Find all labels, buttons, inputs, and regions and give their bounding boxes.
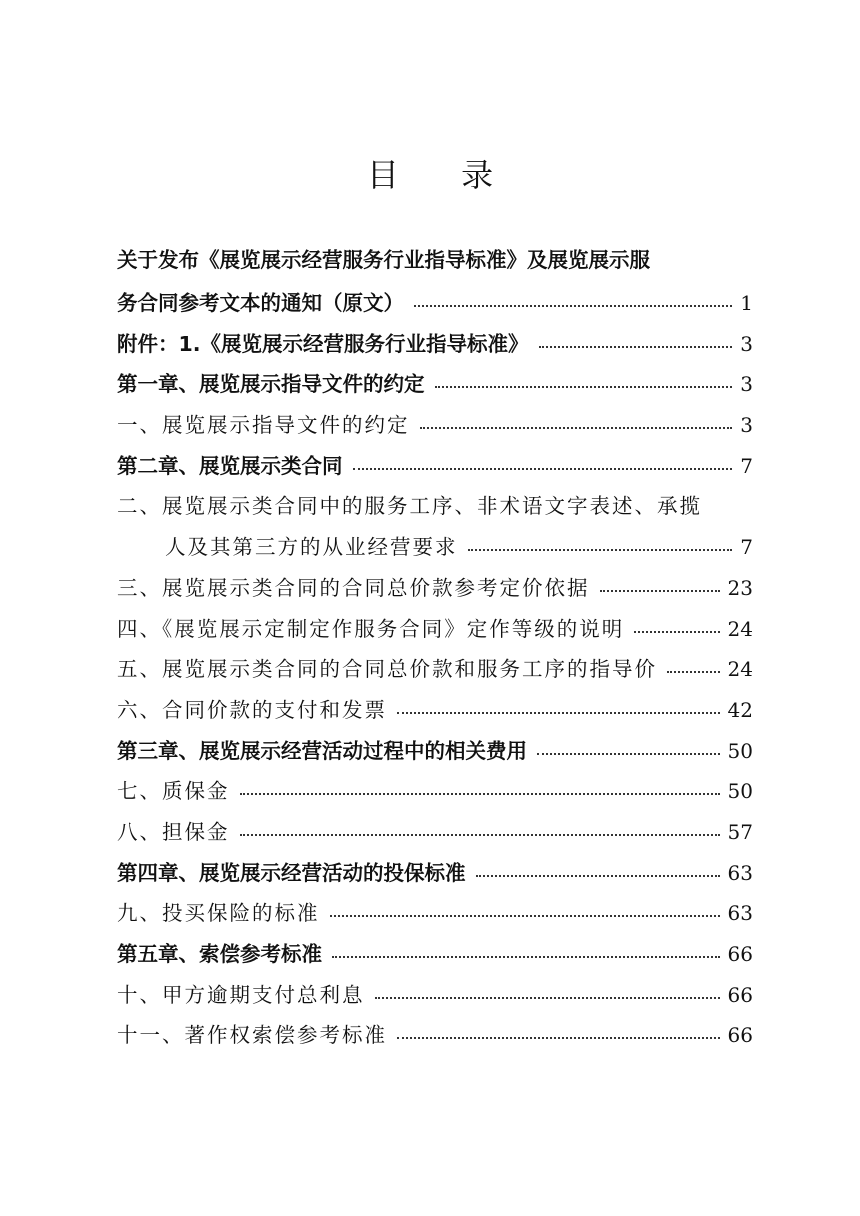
toc-leader-dots	[397, 711, 720, 714]
toc-entry	[117, 364, 753, 405]
toc-leader-dots	[539, 345, 733, 348]
toc-entry-text: 六、合同价款的支付和发票	[117, 697, 387, 722]
toc-page-number: 50	[727, 738, 753, 763]
toc-leader-dots	[476, 874, 720, 877]
toc-page-number: 66	[727, 942, 753, 966]
toc-page-number: 1	[740, 291, 753, 315]
toc-page-number: 66	[727, 982, 753, 1007]
table-of-contents	[117, 238, 753, 1056]
toc-leader-dots	[397, 1036, 720, 1039]
toc-page-number: 63	[727, 860, 753, 885]
toc-entry-text: 十一、著作权索偿参考标准	[117, 1023, 387, 1048]
toc-entry	[117, 934, 753, 975]
toc-entry-text: 附件：1.《展览展示经营服务行业指导标准》	[117, 331, 529, 356]
toc-leader-dots	[353, 467, 733, 470]
toc-page-number: 66	[727, 1023, 753, 1048]
toc-entry-text: 十、甲方逾期支付总利息	[117, 982, 365, 1007]
toc-page-number: 7	[740, 453, 753, 478]
toc-entry	[117, 1015, 753, 1056]
toc-leader-dots	[634, 630, 719, 633]
toc-leader-dots	[420, 426, 733, 429]
toc-page-number: 3	[740, 372, 753, 397]
page-title: 目 录	[366, 156, 520, 194]
toc-page-number: 63	[727, 901, 753, 926]
toc-entry-text: 第三章、展览展示经营活动过程中的相关费用	[117, 738, 527, 763]
toc-entry	[117, 975, 753, 1016]
toc-entry	[117, 649, 753, 690]
toc-entry	[117, 486, 753, 527]
toc-leader-dots	[600, 589, 720, 592]
toc-entry-text: 关于发布《展览展示经营服务行业指导标准》及展览展示服	[117, 248, 650, 272]
toc-entry-text: 第二章、展览展示类合同	[117, 453, 343, 478]
toc-entry-text: 三、展览展示类合同的合同总价款参考定价依据	[117, 575, 590, 600]
toc-entry	[117, 771, 753, 812]
toc-page-number: 3	[740, 331, 753, 356]
toc-entry	[117, 568, 753, 609]
toc-entry	[117, 812, 753, 853]
toc-entry-text: 八、担保金	[117, 819, 230, 844]
toc-leader-dots	[537, 752, 720, 755]
toc-entry	[117, 283, 753, 324]
toc-entry-text: 二、展览展示类合同中的服务工序、非术语文字表述、承揽	[117, 494, 702, 519]
toc-entry	[117, 731, 753, 772]
toc-entry	[117, 405, 753, 446]
toc-entry	[117, 238, 753, 283]
toc-page-number: 7	[740, 535, 753, 560]
toc-page-number: 23	[727, 575, 753, 600]
toc-leader-dots	[414, 304, 732, 307]
toc-entry	[117, 446, 753, 487]
toc-leader-dots	[435, 385, 733, 388]
toc-entry	[117, 324, 753, 365]
toc-entry	[117, 609, 753, 650]
toc-page-number: 24	[727, 616, 753, 641]
toc-entry-text: 一、展览展示指导文件的约定	[117, 413, 410, 438]
toc-entry-text: 第一章、展览展示指导文件的约定	[117, 372, 425, 397]
toc-entry	[117, 853, 753, 894]
toc-leader-dots	[375, 996, 720, 999]
toc-entry-text: 四、《展览展示定制定作服务合同》定作等级的说明	[117, 616, 625, 641]
toc-page-number: 57	[727, 819, 753, 844]
toc-page-number: 50	[727, 779, 753, 804]
toc-entry-text: 务合同参考文本的通知（原文）	[117, 291, 404, 315]
toc-entry-text: 九、投买保险的标准	[117, 901, 320, 926]
toc-entry	[117, 527, 753, 568]
toc-entry-text: 人及其第三方的从业经营要求	[165, 535, 458, 560]
toc-page-number: 3	[740, 413, 753, 438]
toc-leader-dots	[468, 548, 733, 551]
toc-entry-text: 第五章、索偿参考标准	[117, 942, 322, 966]
toc-leader-dots	[332, 955, 720, 958]
toc-entry	[117, 893, 753, 934]
toc-page-number: 24	[727, 657, 753, 682]
toc-leader-dots	[330, 914, 720, 917]
toc-entry-text: 五、展览展示类合同的合同总价款和服务工序的指导价	[117, 657, 657, 682]
toc-entry	[117, 690, 753, 731]
toc-leader-dots	[240, 833, 720, 836]
toc-leader-dots	[667, 670, 720, 673]
toc-entry-text: 第四章、展览展示经营活动的投保标准	[117, 860, 466, 885]
toc-entry-text: 七、质保金	[117, 779, 230, 804]
toc-leader-dots	[240, 792, 720, 795]
toc-page-number: 42	[727, 697, 753, 722]
